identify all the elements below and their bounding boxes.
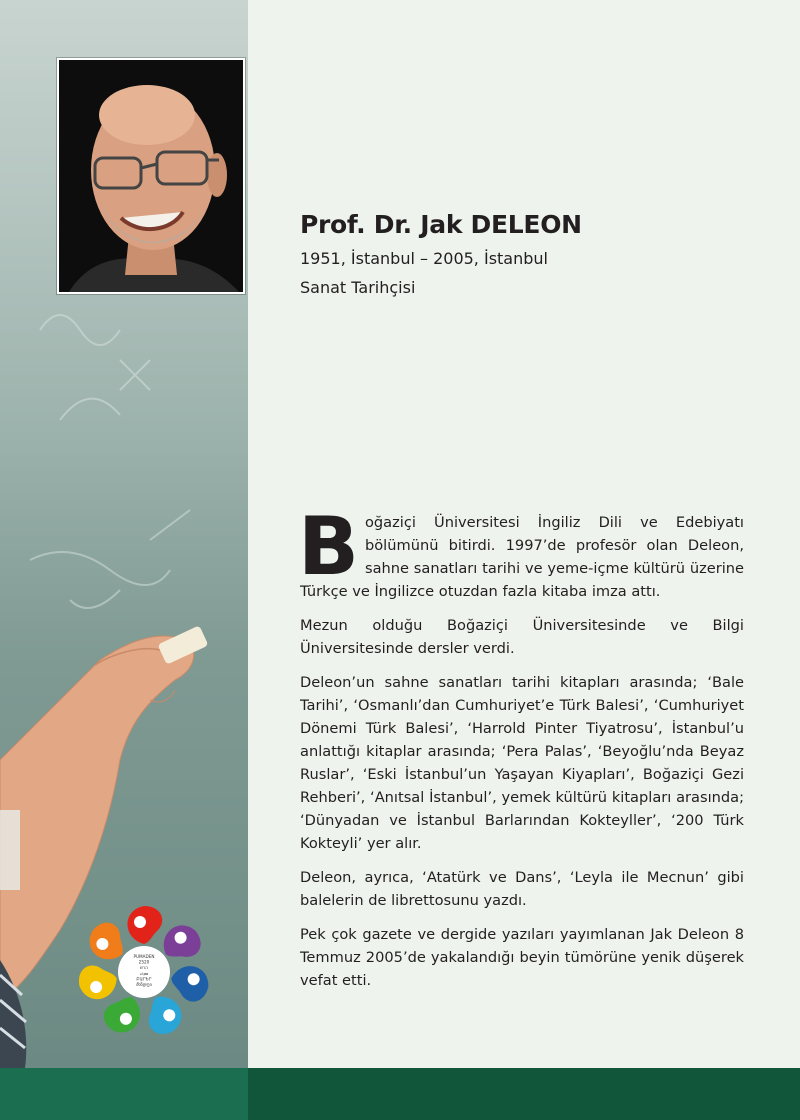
bio-paragraph-1 — [298, 500, 744, 603]
logo-text-line: ԲԱՐԵՐ — [136, 976, 152, 982]
portrait-illustration — [59, 60, 243, 292]
flower-logo — [68, 896, 220, 1046]
bio-paragraph-4: Deleon, ayrıca, ‘Atatürk ve Dans’, ‘Leyla ile Mecnun’ gibi balelerin de librettosunu yazdı. — [300, 869, 744, 909]
bio-paragraph-3: Deleon’un sahne sanatları tarihi kitapları arasında; ‘Bale Tarihi’, ‘Osmanlı’dan Cumhuriyet’e Türk Balesi’, ‘Cumhuriyet Dönemi Türk Balesi’, ‘Harrold Pinter Tiyatrosu’, İstanbul’u anlattığı kitaplar arasında; ‘Pera Palas’, ‘Beyoğlu’nda Beyaz Ruslar’, ‘Eski İstanbul’un Yaşayan Kiyapları’, Boğaziçi Gezi Rehberi’, ‘Anıtsal İstanbul’, yemek kültürü kitapları arasında; ‘Dünyadan ve İstanbul Barlarından Kokteyller’, ‘200 Türk Kokteyli’ yer alır. — [300, 674, 744, 852]
footer-band-left — [0, 1068, 248, 1120]
bio-paragraph-5: Pek çok gazete ve dergide yazıları yayımlanan Jak Deleon 8 Temmuz 2005’de yakalandığı beyin tümörüne yenik düşerek vefat etti. — [300, 926, 744, 989]
logo-petal — [167, 962, 212, 1004]
logo-text-line: ბსნდფი — [136, 982, 152, 987]
flower-logo-icon — [68, 896, 220, 1046]
logo-text-line: 2520 — [138, 959, 150, 965]
bio-paragraph-1-text: oğaziçi Üniversitesi İngiliz Dili ve Edebiyatı bölümünü bitirdi. 1997’de profesör olan Deleon, sahne sanatları tarihi ve yeme-içme kültürü üzerine Türkçe ve İngilizce otuzdan fazla kitaba imza attı. — [300, 514, 744, 600]
logo-text-line: PUMADEN — [133, 954, 155, 959]
biography — [298, 500, 744, 1003]
logo-text-line: הרש — [139, 965, 149, 971]
logo-petal — [128, 906, 163, 944]
drop-cap: B — [298, 500, 359, 593]
portrait-photo — [57, 58, 245, 294]
footer-band — [0, 1068, 800, 1120]
bio-paragraph-2: Mezun olduğu Boğaziçi Üniversitesinde ve Bilgi Üniversitesinde dersler verdi. — [300, 617, 744, 657]
logo-text-line: ⲁⲗⲟⲟ — [139, 970, 149, 976]
life-dates: 1951, İstanbul – 2005, İstanbul — [300, 249, 548, 268]
profession: Sanat Tarihçisi — [300, 278, 416, 297]
logo-petal — [76, 960, 121, 1002]
person-name: Prof. Dr. Jak DELEON — [300, 210, 582, 239]
